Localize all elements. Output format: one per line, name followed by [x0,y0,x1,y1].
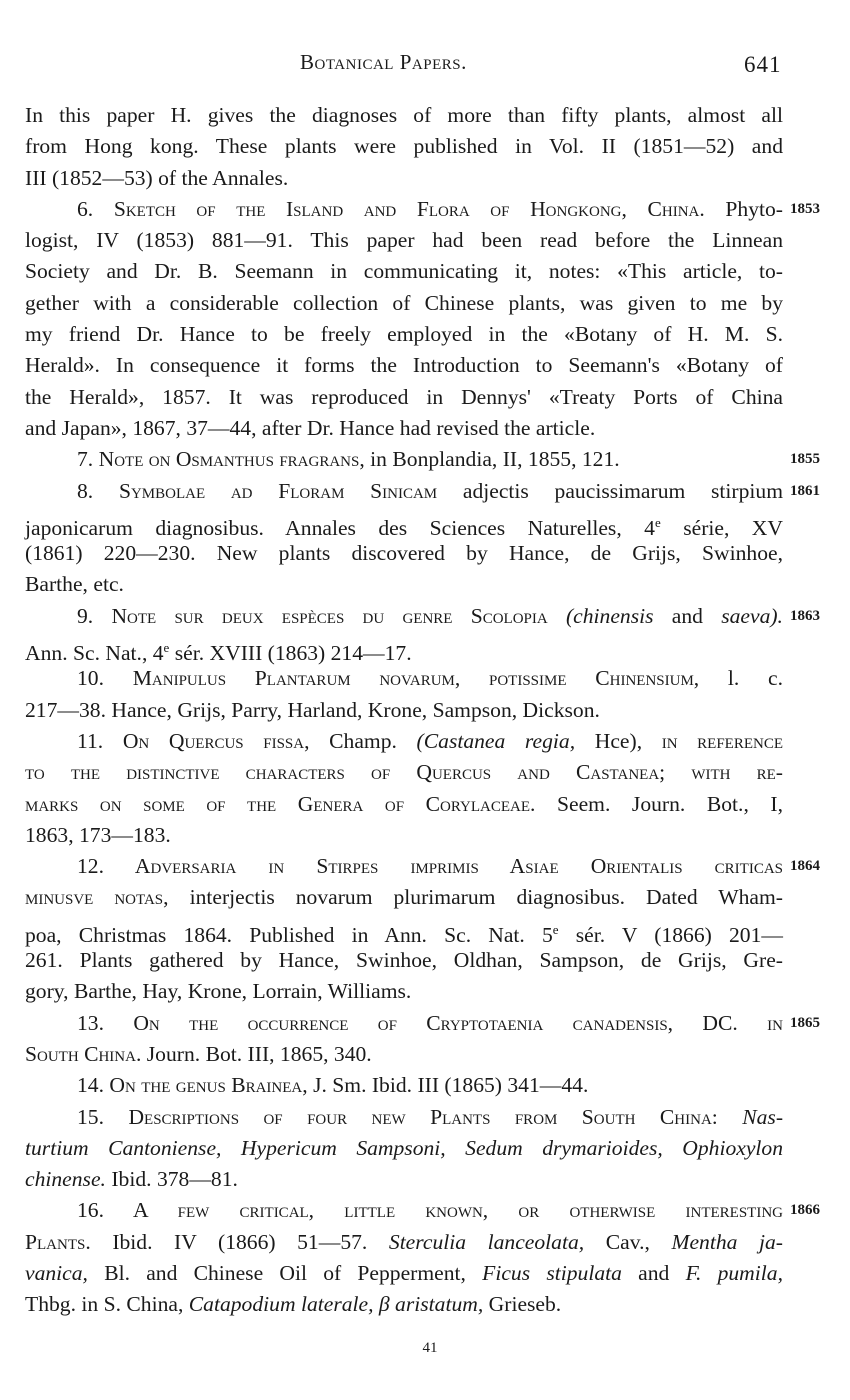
intro-paragraph [25,100,783,194]
entry-number: 10. [77,666,104,691]
text-line: Society and Dr. B. Seemann in communicating it, notes: «This article, to- [25,259,783,284]
text-line [25,1289,783,1320]
entry-text: DC. [702,1010,738,1035]
margin-year: 1864 [790,858,820,875]
superscript: e [654,514,661,530]
entry-title: in reference [661,728,783,753]
entry-14 [25,1070,783,1101]
entry-heading-line [25,726,783,757]
entry-italic: F. pumila, [685,1260,783,1285]
entry-12 [25,851,820,1007]
entry-text: Grieseb. [488,1292,562,1317]
text-line: logist, IV (1853) 881—91. This paper had been read before the Linnean [25,228,783,253]
entry-number: 7. [77,447,94,472]
margin-year: 1865 [790,1014,820,1031]
text-line [25,1039,783,1070]
text-line: from Hong kong. These plants were published in Vol. II (1851—52) and [25,134,783,159]
text-line [25,1227,783,1258]
entry-text: Champ. [329,728,397,753]
entry-heading-line [25,1070,783,1101]
entry-italic: (chinensis [565,603,654,628]
text-line: the Herald», 1857. It was reproduced in Dennys' «Treaty Ports of China [25,384,783,409]
entry-heading-line [25,444,783,475]
margin-year: 1861 [790,482,820,499]
entry-title: South China. [25,1041,142,1066]
text-line [25,632,783,666]
entry-heading-line [25,851,783,882]
entry-text: interjectis novarum plurimarum diagnosibus. Dated Wham- [189,885,783,910]
entry-11 [25,726,783,851]
running-header [0,44,850,84]
entry-title: Descriptions of four new Plants from South China: [128,1104,718,1129]
entry-heading-line [25,1008,783,1039]
entry-7 [25,444,820,475]
entry-9 [25,601,820,666]
entry-number: 13. [77,1010,104,1035]
text-line [25,882,783,913]
entry-italic: Catapodium laterale, β aristatum, [188,1292,484,1317]
entry-heading-line [25,194,783,225]
entry-title: Note on Osmanthus fragrans, [98,447,365,472]
entry-text: Phyto- [725,196,783,221]
margin-year: 1855 [790,451,820,468]
entry-italic: (Castanea regia, [416,728,576,753]
text-line: 1863, 173—183. [25,822,171,847]
entry-title: On the occurrence of Cryptotaenia canadensis, [133,1010,674,1035]
entry-text: japonicarum diagnosibus. Annales des Sciences Naturelles, 4 [25,515,655,540]
text-line [25,1258,783,1289]
entry-text: l. c. [727,666,783,691]
entry-heading-line [25,1102,783,1133]
margin-year: 1863 [790,607,820,624]
entry-text: poa, Christmas 1864. Published in Ann. Sc. Nat. 5 [25,922,553,947]
entry-text: and [638,1260,670,1285]
entry-title: marks on some of the Genera of Corylaceae. [25,791,536,816]
entry-text: sér. XVIII (1863) 214—17. [169,641,412,666]
entry-number: 14. [77,1073,104,1098]
entry-italic: Mentha ja- [671,1229,783,1254]
entry-number: 16. [77,1198,104,1223]
text-line: and Japan», 1867, 37—44, after Dr. Hance had revised the article. [25,415,596,440]
entry-title: A few critical, little known, or otherwise interesting [133,1198,783,1223]
entry-italic: chinense. [25,1167,106,1192]
entry-text: Bl. and Chinese Oil of Pepperment, [104,1260,466,1285]
entry-italic: Ficus stipulata [482,1260,622,1285]
entry-text: Cav., [605,1229,650,1254]
text-line: 261. Plants gathered by Hance, Swinhoe, Oldhan, Sampson, de Grijs, Gre- [25,948,783,973]
text-line [25,1164,783,1195]
entry-text: Ann. Sc. Nat., 4 [25,641,164,666]
text-line: In this paper H. gives the diagnoses of more than fifty plants, almost all [25,103,783,127]
entry-text: and [653,603,722,628]
entry-text: Ibid. 378—81. [111,1167,238,1192]
entry-text: Seem. Journ. Bot., I, [557,791,783,816]
entry-title: minusve notas, [25,885,169,910]
text-line [25,914,783,945]
text-line [25,789,783,820]
entry-text: Ibid. IV (1866) 51—57. [112,1229,368,1254]
superscript: e [163,640,170,656]
entry-text: Thbg. in S. China, [25,1292,184,1317]
text-line: my friend Dr. Hance to be freely employed in the «Botany of H. M. S. [25,322,783,347]
entry-13 [25,1008,820,1071]
entry-title: On Quercus fissa, [122,728,310,753]
entry-number: 9. [77,603,94,628]
text-line: Herald». In consequence it forms the Introduction to Seemann's «Botany of [25,353,783,378]
entry-title: Symbolae ad Floram Sinicam [118,478,438,503]
entry-heading-line [25,663,783,694]
entry-number: 15. [77,1104,104,1129]
entry-number: 8. [77,478,94,503]
text-line: III (1852—53) of the Annales. [25,165,289,190]
entry-italic: Nas- [742,1104,784,1129]
entry-heading-line [25,601,783,632]
text-line: gether with a considerable collection of Chinese plants, was given to me by [25,290,783,315]
entry-number: 6. [77,196,94,221]
entry-text: in Bonplandia, II, 1855, 121. [370,447,620,472]
entry-text: sér. V (1866) 201— [558,922,783,947]
entry-title: Plants. [25,1229,91,1254]
entry-title: Sketch of the Island and Flora of Hongkong, China. [113,196,705,221]
entry-title: Note sur deux espèces du genre Scolopia [111,603,548,628]
text-line: turtium Cantoniense, Hypericum Sampsoni, Sedum drymarioides, Ophioxylon [25,1135,783,1160]
entry-text: Journ. Bot. III, 1865, 340. [146,1041,372,1066]
entry-italic: Sterculia lanceolata, [388,1229,585,1254]
entry-title: Adversaria in Stirpes imprimis Asiae Orientalis criticas [134,854,783,879]
signature-mark: 41 [422,1340,438,1356]
text-line [25,507,783,538]
entry-italic: vanica, [25,1260,88,1285]
superscript: e [552,921,559,937]
running-title: Botanical Papers. [300,50,467,74]
entry-heading-line [25,1195,783,1226]
text-line: (1861) 220—230. New plants discovered by Hance, de Grijs, Swinhoe, [25,541,783,566]
entry-6 [25,194,820,444]
entry-text: série, XV [660,515,783,540]
text-line: gory, Barthe, Hay, Krone, Lorrain, Williams. [25,979,412,1004]
page-body [25,100,820,1321]
entry-title: Manipulus Plantarum novarum, potissime Chinensium, [132,666,700,691]
text-line: Barthe, etc. [25,572,124,597]
entry-16 [25,1195,820,1320]
entry-text: J. Sm. Ibid. III (1865) 341—44. [313,1073,589,1098]
margin-year: 1866 [790,1202,820,1219]
entry-8 [25,476,820,601]
entry-10 [25,663,783,726]
entry-title: in [767,1010,783,1035]
entry-italic: saeva). [721,603,783,628]
text-line: to the distinctive characters of Quercus and Castanea; with re- [25,760,783,785]
entry-number: 11. [77,728,104,753]
entry-heading-line [25,476,783,507]
text-line: 217—38. Hance, Grijs, Parry, Harland, Krone, Sampson, Dickson. [25,697,600,722]
entry-text: Hce), [594,728,643,753]
entry-number: 12. [77,854,104,879]
entry-15 [25,1102,783,1196]
margin-year: 1853 [790,200,820,217]
page-number: 641 [744,52,782,77]
entry-text: adjectis paucissimarum stirpium [462,478,783,503]
entry-title: On the genus Brainea, [109,1073,308,1098]
